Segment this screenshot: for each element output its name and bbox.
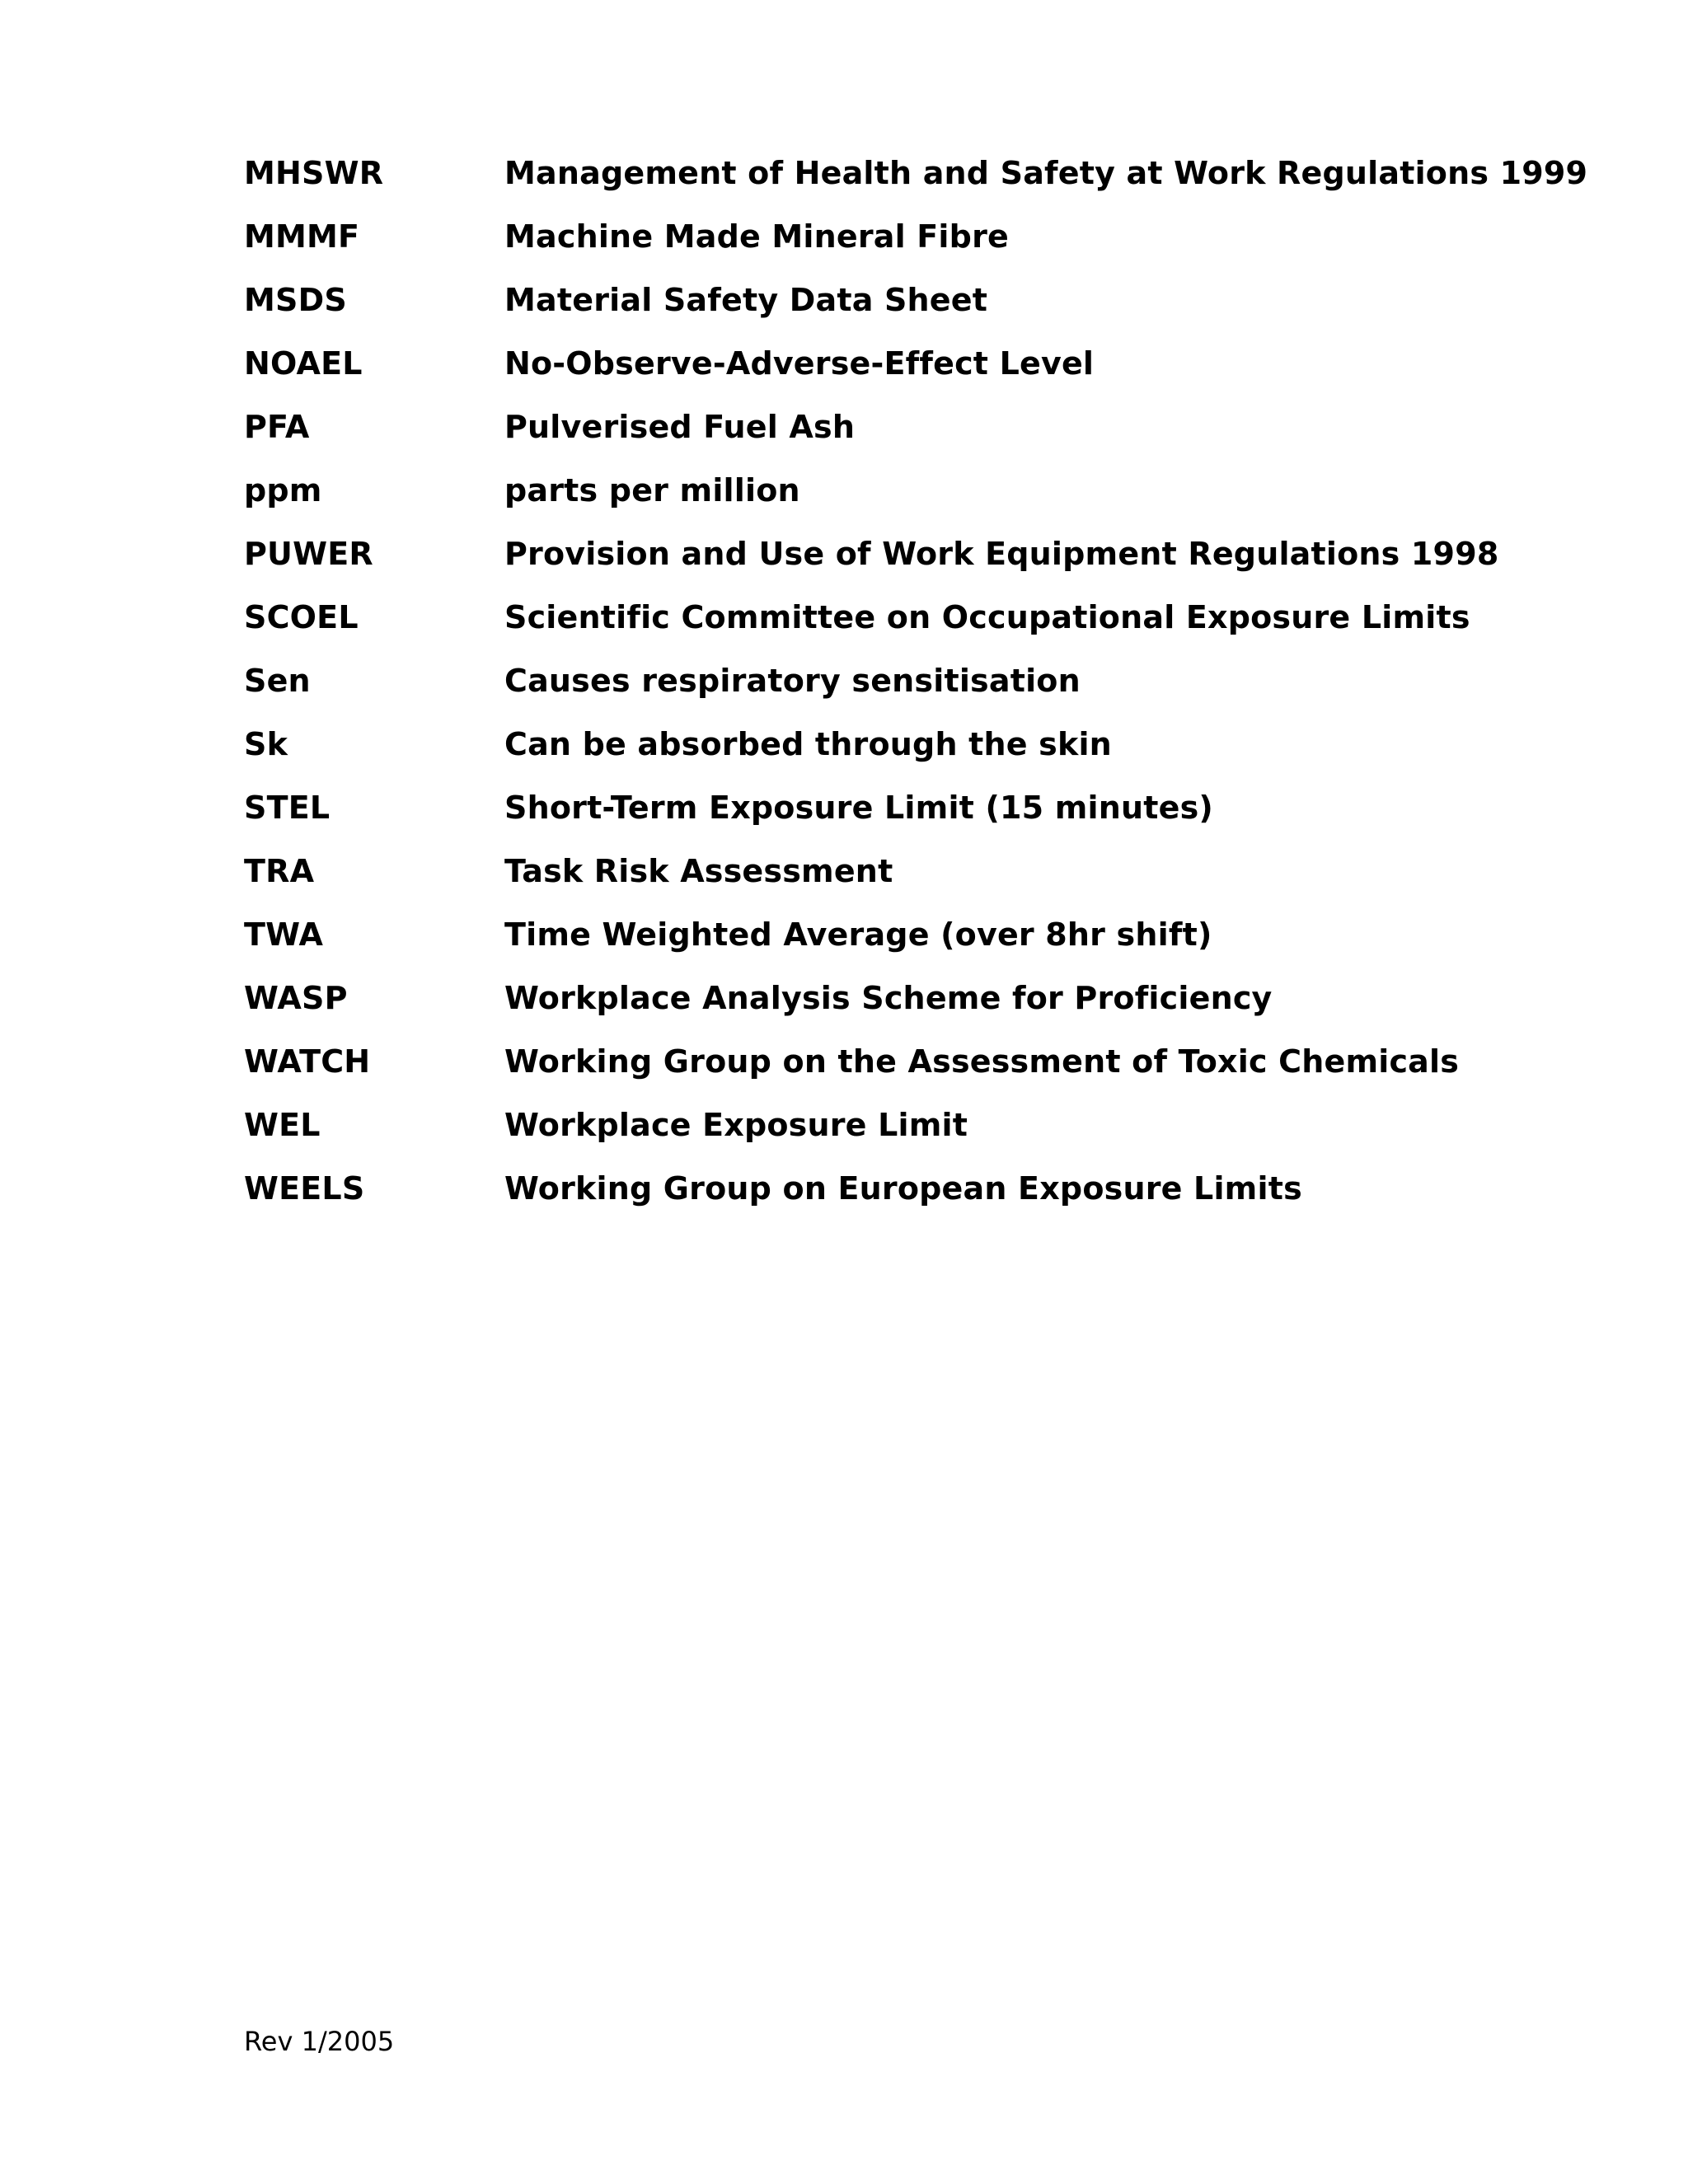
abbreviation-row	[244, 850, 1480, 913]
abbreviation-row	[244, 342, 1480, 405]
abbreviation-term: Sk	[244, 726, 288, 762]
abbreviation-row	[244, 913, 1480, 977]
abbreviation-term: WATCH	[244, 1043, 371, 1080]
abbreviation-row	[244, 596, 1480, 659]
abbreviation-definition: Time Weighted Average (over 8hr shift)	[504, 916, 1212, 953]
abbreviation-term: MHSWR	[244, 155, 384, 191]
abbreviation-definition: Pulverised Fuel Ash	[504, 409, 856, 445]
abbreviation-row	[244, 279, 1480, 342]
abbreviation-term: STEL	[244, 790, 331, 826]
abbreviation-definition: Short-Term Exposure Limit (15 minutes)	[504, 790, 1214, 826]
abbreviation-definition: Task Risk Assessment	[504, 853, 893, 889]
abbreviation-definition: No-Observe-Adverse-Effect Level	[504, 345, 1095, 382]
abbreviation-row	[244, 405, 1480, 469]
abbreviation-definition: Workplace Analysis Scheme for Proficiency	[504, 980, 1273, 1016]
abbreviation-row	[244, 786, 1480, 850]
abbreviation-row	[244, 659, 1480, 723]
abbreviation-definition: Can be absorbed through the skin	[504, 726, 1112, 762]
abbreviation-row	[244, 215, 1480, 279]
abbreviation-definition: Working Group on the Assessment of Toxic Chemicals	[504, 1043, 1460, 1080]
abbreviation-term: Sen	[244, 663, 311, 699]
revision-footer: Rev 1/2005	[244, 2026, 395, 2057]
abbreviation-term: TRA	[244, 853, 315, 889]
abbreviation-term: PUWER	[244, 536, 373, 572]
abbreviation-definition: Machine Made Mineral Fibre	[504, 218, 1009, 255]
abbreviation-list	[244, 152, 1588, 1230]
abbreviation-term: WEL	[244, 1107, 321, 1143]
abbreviation-definition: Provision and Use of Work Equipment Regulations 1998	[504, 536, 1499, 572]
abbreviation-definition: Management of Health and Safety at Work Regulations 1999	[504, 155, 1588, 191]
abbreviation-row	[244, 1167, 1480, 1230]
abbreviation-term: TWA	[244, 916, 324, 953]
abbreviation-term: PFA	[244, 409, 310, 445]
abbreviation-term: ppm	[244, 472, 322, 509]
abbreviation-definition: Working Group on European Exposure Limits	[504, 1170, 1302, 1207]
abbreviation-row	[244, 152, 1588, 215]
abbreviation-row	[244, 1040, 1480, 1104]
abbreviation-term: MMMF	[244, 218, 360, 255]
abbreviation-term: MSDS	[244, 282, 347, 318]
abbreviation-row	[244, 723, 1480, 786]
abbreviation-term: NOAEL	[244, 345, 363, 382]
abbreviation-row	[244, 532, 1499, 596]
abbreviation-definition: parts per million	[504, 472, 800, 509]
abbreviation-term: WEELS	[244, 1170, 365, 1207]
abbreviation-definition: Scientific Committee on Occupational Exposure Limits	[504, 599, 1470, 635]
abbreviation-term: WASP	[244, 980, 348, 1016]
abbreviation-definition: Causes respiratory sensitisation	[504, 663, 1081, 699]
abbreviation-row	[244, 1104, 1480, 1167]
abbreviation-row	[244, 469, 1480, 532]
abbreviation-definition: Workplace Exposure Limit	[504, 1107, 968, 1143]
abbreviation-term: SCOEL	[244, 599, 359, 635]
abbreviation-row	[244, 977, 1480, 1040]
abbreviation-definition: Material Safety Data Sheet	[504, 282, 988, 318]
